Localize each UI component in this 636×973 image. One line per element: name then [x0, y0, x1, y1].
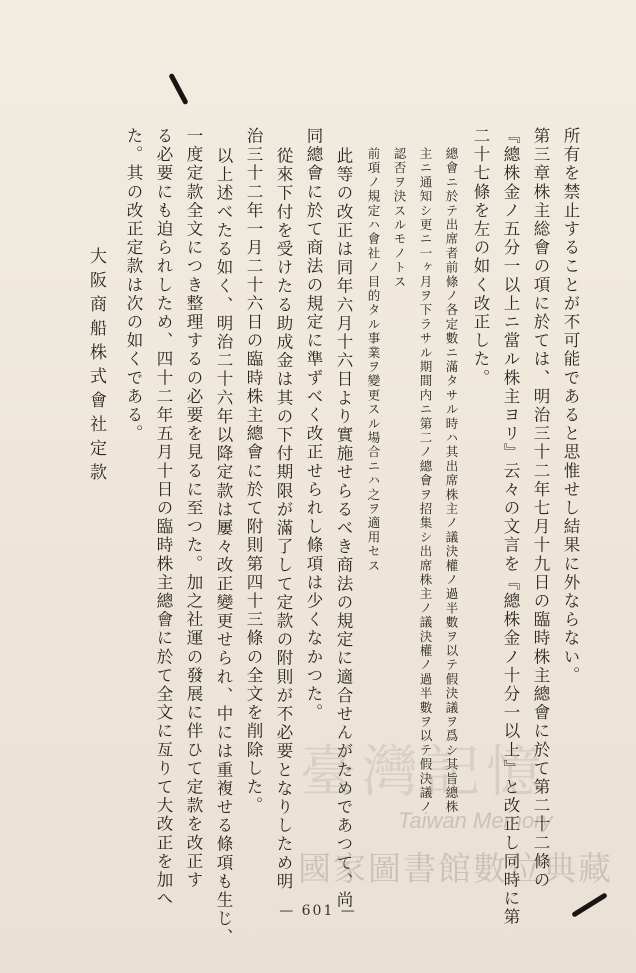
text-column-3: 『總株金ノ五分一以上ニ當ル株主ヨリ』云々の文言を『總株金ノ十分一以上』と改正し同時に第 [501, 127, 520, 927]
text-column-9: 此等の改正は同年六月十六日より實施せらるべき商法の規定に適合せんがためであつて、尚 [334, 147, 353, 910]
text-column-10: 同總會に於て商法の規定に準ずべく改正せられし條項は少くなかつた。 [304, 127, 323, 723]
scan-mark-top [168, 73, 188, 105]
watermark-english: Taiwan Memory [398, 808, 553, 833]
page-number: — 601 — [279, 903, 357, 919]
quoted-article-line-4: 前項ノ規定ハ會社ノ目的タル事業ヲ變更スル場合ニハ之ヲ適用セス [366, 147, 381, 573]
text-column-12: 治三十二年一月二十六日の臨時株主總會に於て附則第四十三條の全文を削除した。 [244, 127, 263, 816]
text-column-15: る必要にも迫られしため、四十二年五月十日の臨時株主總會に於て全文に亙りて大改正を加へ [154, 127, 173, 909]
text-column-11: 從來下付を受けたる助成金は其の下付期限が滿了して定款の附則が不必要となりしため明 [274, 147, 293, 891]
quoted-article-line-3: 認否ヲ決スルモノトス [392, 147, 407, 289]
text-column-2: 第三章株主総會の項に於ては、明治三十二年七月十九日の臨時株主總會に於て第二十二條の [531, 127, 550, 890]
quoted-article-line-2: 主ニ通知シ更ニ一ヶ月ヲ下ラサル期間内ニ第二ノ總會ヲ招集シ出席株主ノ議決權ノ過半數ヲ以テ假決議ノ [418, 147, 433, 815]
section-heading: 大阪商船株式會社定款 [86, 247, 106, 487]
text-column-13: 以上述べたる如く、明治二十六年以降定款は屢々改正變更せられ、中には重複せる條項も生じ、 [214, 147, 233, 947]
text-column-4: 二十七條を左の如く改正した。 [471, 127, 490, 388]
text-column-1: 所有を禁止することが不可能であると思惟せし結果に外ならない。 [561, 127, 580, 685]
quoted-article-line-1: 總會ニ於テ出席者前條ノ各定數ニ滿タサル時ハ其出席株主ノ議決權ノ過半數ヲ以テ假決議ヲ爲シ其旨總株 [444, 147, 459, 815]
text-column-16: た。其の改正定款は次の如くである。 [124, 127, 143, 444]
text-column-14: 一度定款全文につき整理するの必要を見るに至つた。加之社運の發展に伴ひて定款を改正す [184, 127, 203, 890]
watermark-logo: 臺灣記憶 [300, 740, 548, 805]
watermark-chinese: 國家圖書館數位典藏 [298, 849, 613, 888]
